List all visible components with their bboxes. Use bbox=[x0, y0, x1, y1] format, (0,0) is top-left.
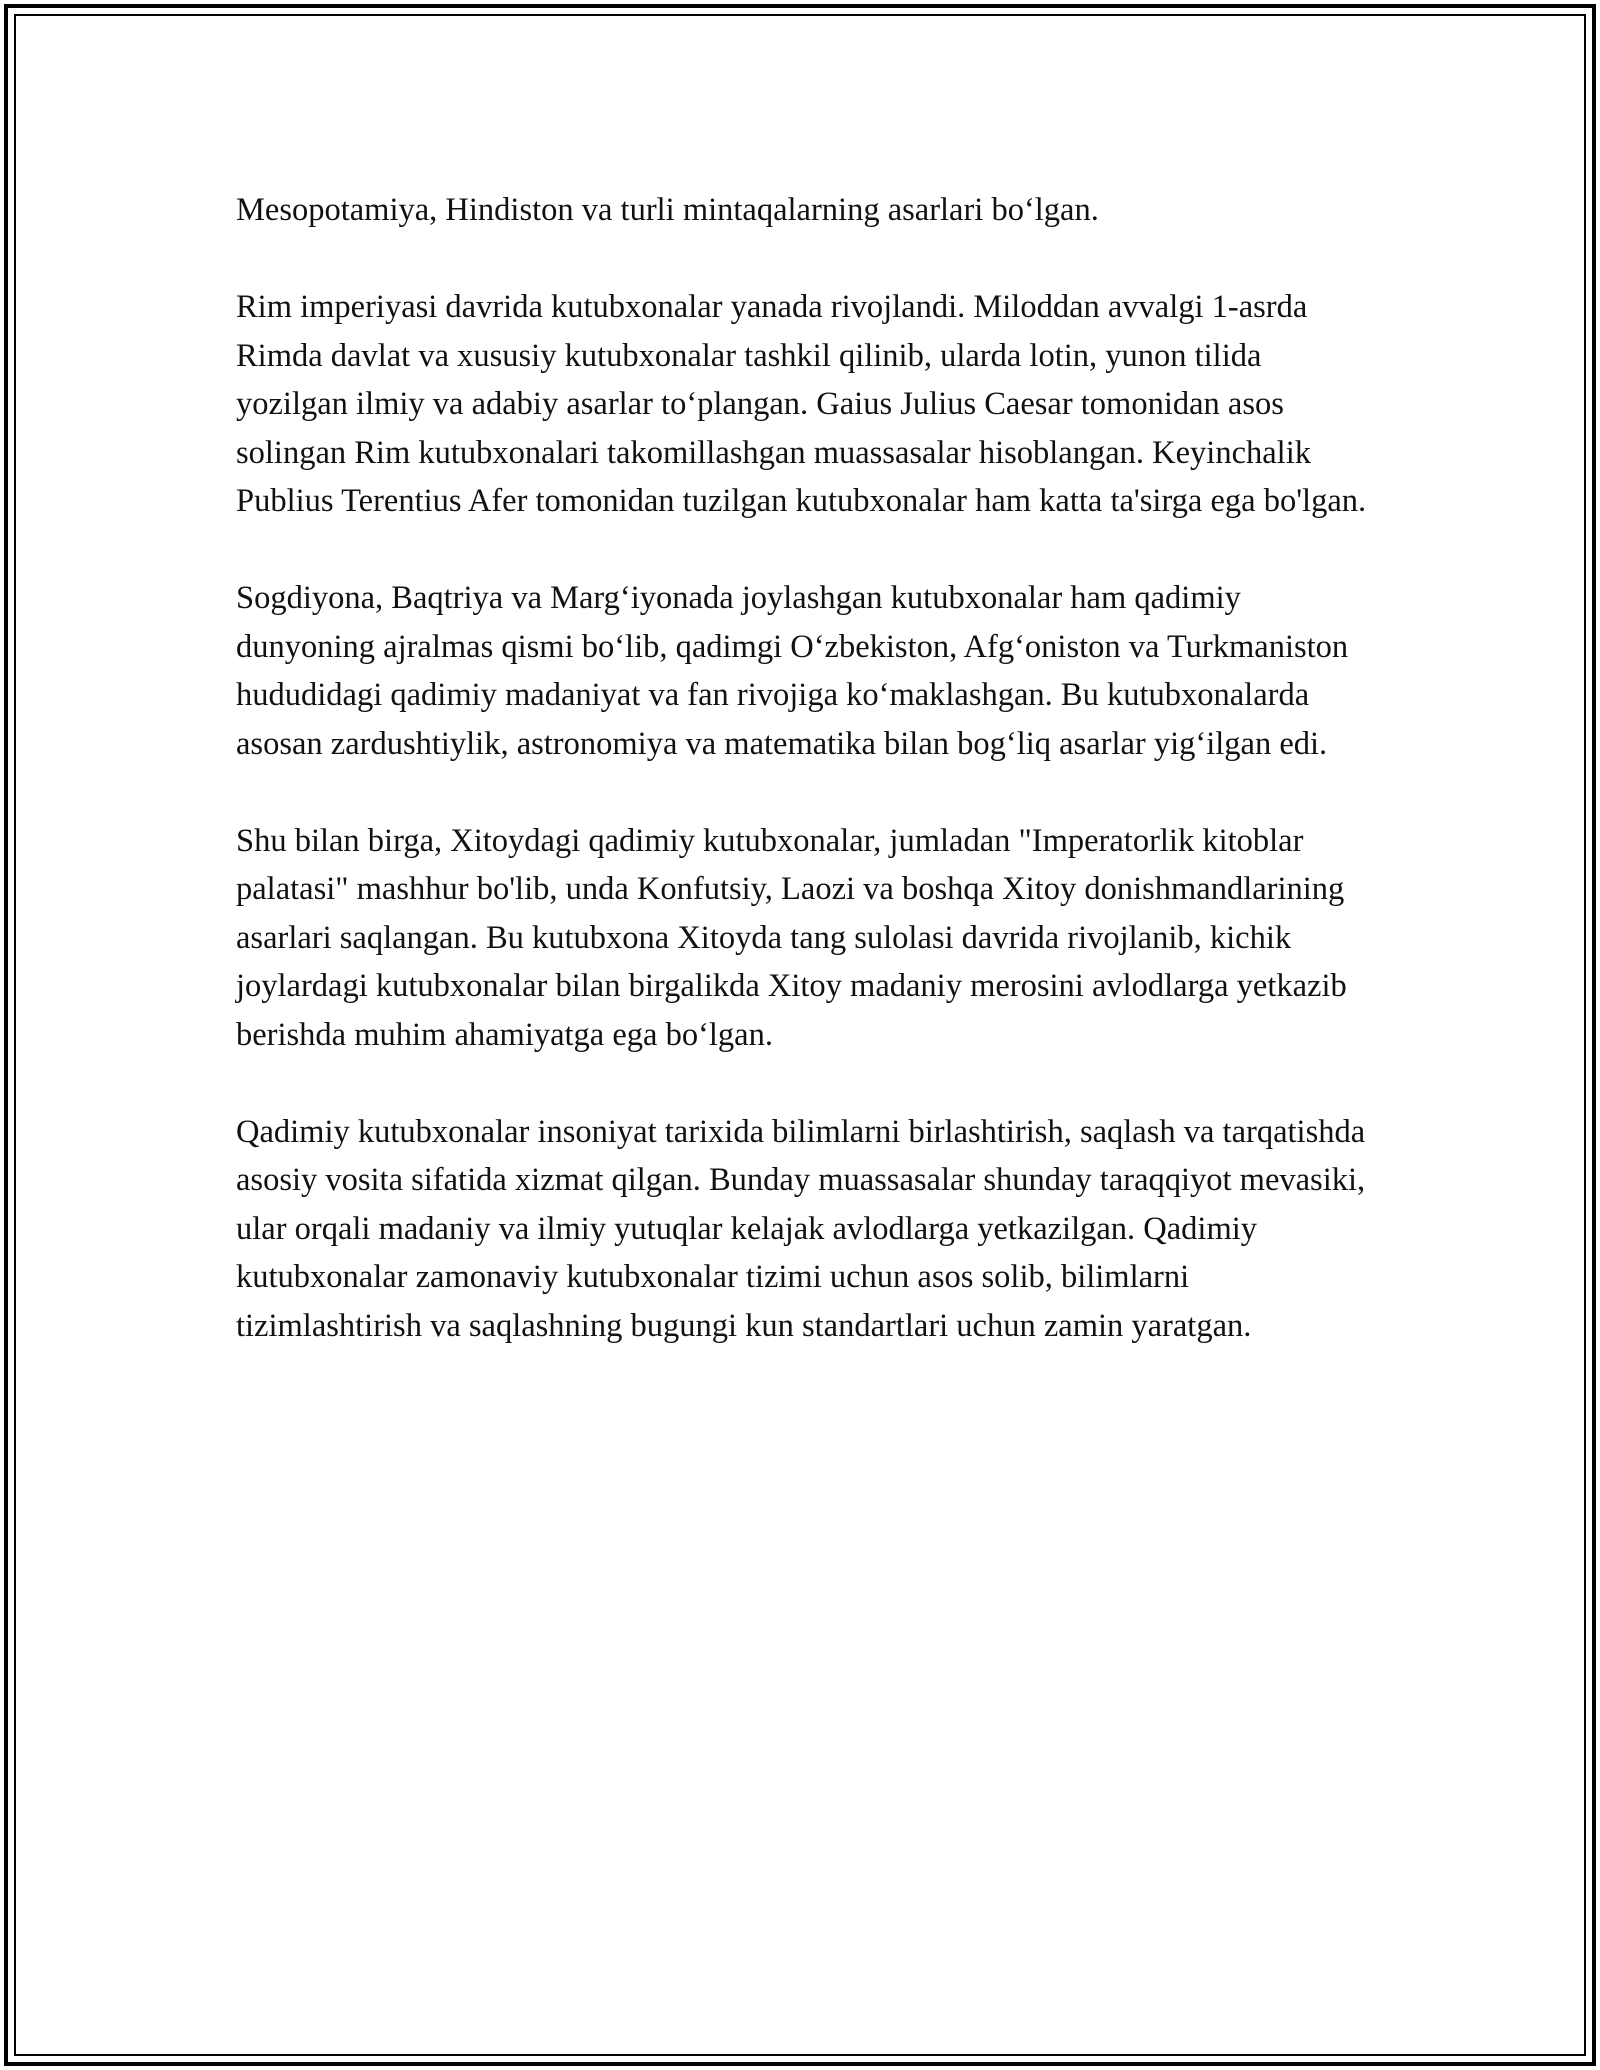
document-body bbox=[236, 186, 1376, 1399]
paragraph-5: Qadimiy kutubxonalar insoniyat tarixida bilimlarni birlashtirish, saqlash va tarqatishda asosiy vosita sifatida xizmat qilgan. Bunday muassasalar shunday taraqqiyot mevasiki, ular orqali madaniy va ilmiy yutuqlar kelajak avlodlarga yetkazilgan. Qadimiy kutubxonalar zamonaviy kutubxonalar tizimi uchun asos solib, bilimlarni tizimlashtirish va saqlashning bugungi kun standartlari uchun zamin yaratgan. bbox=[236, 1113, 1366, 1344]
paragraph-3: Sogdiyona, Baqtriya va Marg‘iyonada joylashgan kutubxonalar ham qadimiy dunyoning ajralmas qismi bo‘lib, qadimgi O‘zbekiston, Afg‘oniston va Turkmaniston hududidagi qadimiy madaniyat va fan rivojiga ko‘maklashgan. Bu kutubxonalarda asosan zardushtiylik, astronomiya va matematika bilan bog‘liq asarlar yig‘ilgan edi. bbox=[236, 580, 1349, 762]
paragraph-1: Mesopotamiya, Hindiston va turli mintaqalarning asarlari bo‘lgan. bbox=[236, 192, 1099, 228]
paragraph-4: Shu bilan birga, Xitoydagi qadimiy kutubxonalar, jumladan "Imperatorlik kitoblar palatasi" mashhur bo'lib, unda Konfutsiy, Laozi va boshqa Xitoy donishmandlarining asarlari saqlangan. Bu kutubxona Xitoyda tang sulolasi davrida rivojlanib, kichik joylardagi kutubxonalar bilan birgalikda Xitoy madaniy merosini avlodlarga yetkazib berishda muhim ahamiyatga ega bo‘lgan. bbox=[236, 822, 1347, 1053]
paragraph-2: Rim imperiyasi davrida kutubxonalar yanada rivojlandi. Miloddan avvalgi 1-asrda Rimda davlat va xususiy kutubxonalar tashkil qilinib, ularda lotin, yunon tilida yozilgan ilmiy va adabiy asarlar to‘plangan. Gaius Julius Caesar tomonidan asos solingan Rim kutubxonalari takomillashgan muassasalar hisoblangan. Keyinchalik Publius Terentius Afer tomonidan tuzilgan kutubxonalar ham katta ta'sirga ega bo'lgan. bbox=[236, 289, 1367, 519]
